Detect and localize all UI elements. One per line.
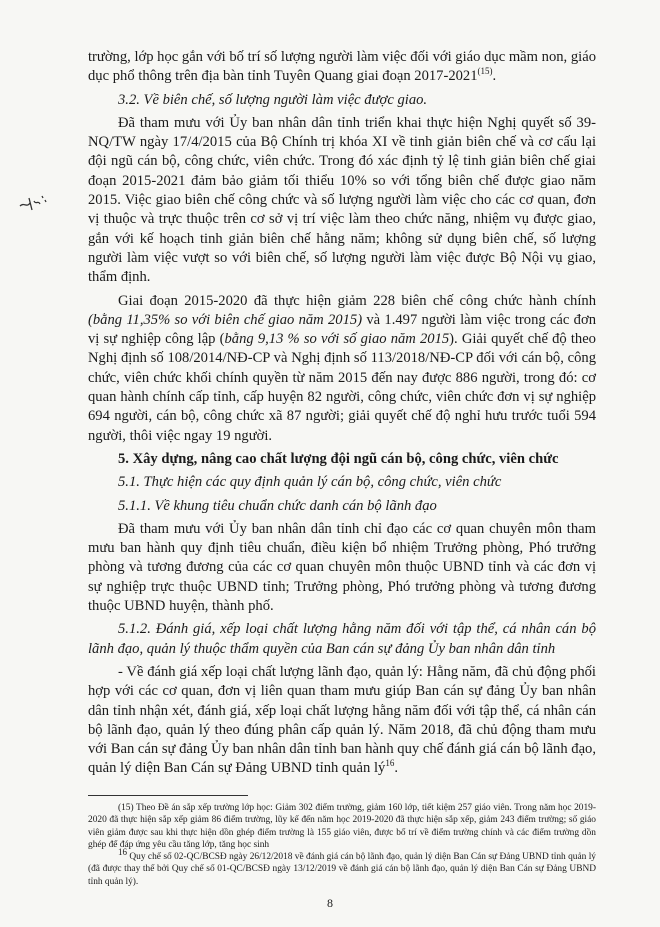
footnote-16-mark: 16 — [118, 847, 127, 858]
heading-5-1: 5.1. Thực hiện các quy định quản lý cán bộ, công chức, viên chức — [118, 474, 502, 491]
paragraph-staffing: Đã tham mưu với Ủy ban nhân dân tỉnh triển khai thực hiện Nghị quyết số 39-NQ/TW ngày 17/4/2015 của Bộ Chính trị khóa XI về tinh giản biên chế và cơ cấu lại đội ngũ cán bộ, công chức, viên chức. Trong đó xác định tỷ lệ tinh giản biên chế giai đoạn 2015-2021 đảm bảo giảm tối thiểu 10% so với tổng biên chế được giao năm 2015. Việc giao biên chế công chức và số lượng người làm việc cho các cơ quan, đơn vị thuộc và trực thuộc trên cơ sở vị trí việc làm theo chức năng, nhiệm vụ được giao, gắn với kế hoạch tinh giản biên chế hằng năm; không sử dụng biên chế, số lượng người làm việc vượt so với biên chế, số lượng người làm việc được Bộ Nội vụ giao, thẩm định. — [88, 114, 596, 286]
heading-5-1-1: 5.1.1. Về khung tiêu chuẩn chức danh cán bộ lãnh đạo — [118, 497, 437, 514]
heading-3-2: 3.2. Về biên chế, số lượng người làm việc được giao. — [118, 91, 428, 108]
paragraph-continuation: trường, lớp học gắn với bố trí số lượng người làm việc đối với giáo dục mầm non, giáo dục phổ thông trên địa bàn tỉnh Tuyên Quang giai đoạn 2017-2021$^{(15)}$. — [88, 49, 596, 85]
paragraph-standards: Đã tham mưu với Ủy ban nhân dân tỉnh chỉ đạo các cơ quan chuyên môn tham mưu ban hành quy định tiêu chuẩn, điều kiện bổ nhiệm Trưởng phòng, Phó trưởng phòng và tương đương của các cơ quan chuyên môn thuộc UBND tỉnh và các đơn vị sự nghiệp trực thuộc UBND tỉnh; Trưởng phòng, Phó trưởng phòng và tương đương thuộc UBND huyện, thành phố. — [88, 520, 596, 615]
heading-5: 5. Xây dựng, nâng cao chất lượng đội ngũ cán bộ, công chức, viên chức — [118, 450, 559, 467]
paragraph-reduction: Giai đoạn 2015-2020 đã thực hiện giảm 228 biên chế công chức hành chính (bằng 11,35% so với biên chế giao năm 2015) và 1.497 người làm việc trong các đơn vị sự nghiệp công lập (bằng 9,13 % so với số giao năm 2015). Giải quyết chế độ theo Nghị định số 108/2014/NĐ-CP và Nghị định số 113/2018/NĐ-CP đối với cán bộ, công chức, viên chức khối chính quyền từ năm 2015 đến nay được 886 người, trong đó: cơ quan hành chính cấp tỉnh, cấp huyện 82 người, công chức, viên chức đơn vị sự nghiệp 694 người, cán bộ, công chức xã 87 người; giải quyết chế độ nghỉ hưu trước tuổi 594 người, thôi việc ngay 19 người. — [88, 292, 596, 444]
main-body — [88, 48, 596, 779]
page-number: 8 — [327, 896, 333, 910]
paragraph-evaluation: - Về đánh giá xếp loại chất lượng lãnh đạo, quản lý: Hằng năm, đã chủ động phối hợp với các cơ quan, đơn vị liên quan tham mưu giúp Ban cán sự đảng Ủy ban nhân dân tỉnh nhận xét, đánh giá, xếp loại chất lượng hằng năm đối với tập thể, cá nhân cán bộ lãnh đạo, quản lý theo đúng phân cấp quản lý. Năm 2018, đã chủ động tham mưu với Ban cán sự đảng Ủy ban nhân dân tỉnh ban hành quy chế đánh giá cán bộ lãnh đạo, quản lý diện Ban Cán sự Đảng UBND tỉnh quản $lý^{16}$. — [88, 663, 596, 777]
footnote-ref-15[interactable]: (15) — [477, 66, 493, 77]
footnotes — [88, 802, 596, 888]
footnote-15: (15) Theo Đề án sắp xếp trường lớp học: Giảm 302 điểm trường, giảm 160 lớp, tiết kiệm 257 giáo viên. Trong năm học 2019-2020 đã thực hiện sắp xếp giảm 86 điểm trường, lũy kế đến năm học 2019-2020 đã thực hiện sắp xếp, giảm 243 điểm trường; số giáo viên giảm được sau khi thực hiện dồn ghép điểm trường là 155 giáo viên, được bố trí về điểm trường chính và các điểm trường dồn ghép để đáp ứng yêu cầu tăng lớp, tăng học sinh — [88, 803, 596, 850]
footnote-16: $^{16}$ Quy chế số 02-QC/BCSĐ ngày 26/12/2018 về đánh giá cán bộ lãnh đạo, quản lý diện Ban Cán sự Đảng UBND tỉnh quản lý (đã được thay thế bởi Quy chế số 01-QC/BCSĐ ngày 13/12/2019 về đánh giá cán bộ lãnh đạo, quản lý diện Ban Cán sự Đảng UBND tỉnh quản lý). — [88, 847, 596, 887]
handwritten-mark — [18, 192, 50, 216]
footnote-separator — [88, 795, 248, 796]
footnote-ref-16[interactable]: 16 — [385, 758, 395, 769]
heading-5-1-2: 5.1.2. Đánh giá, xếp loại chất lượng hằng năm đối với tập thể, cá nhân cán bộ lãnh đạo, quản lý thuộc thẩm quyền của Ban cán sự đảng Ủy ban nhân dân tỉnh — [88, 621, 596, 657]
